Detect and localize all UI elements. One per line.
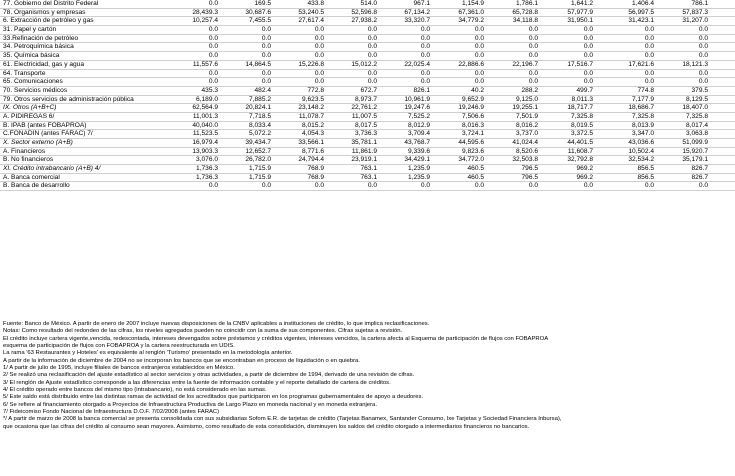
table-cell: 0.0: [261, 43, 271, 51]
table-cell: 3,372.5: [571, 130, 593, 138]
table-cell: 1,154.9: [462, 0, 484, 7]
table-cell: 0.0: [367, 26, 377, 34]
table-cell: 763.1: [360, 165, 377, 173]
row-label: 35. Química básica: [3, 52, 60, 60]
table-cell: 65,728.8: [512, 8, 538, 16]
table-cell: 22,886.6: [458, 60, 484, 68]
table-cell: 0.0: [208, 182, 218, 190]
table-cell: 6,189.0: [196, 95, 218, 103]
table-cell: 0.0: [261, 182, 271, 190]
table-cell: 18,686.7: [628, 104, 654, 112]
table-row: [0, 96, 735, 105]
table-cell: 30,687.6: [245, 8, 271, 16]
table-row: [0, 174, 735, 183]
table-cell: 5,072.2: [249, 130, 271, 138]
table-cell: 17,621.6: [628, 60, 654, 68]
table-cell: 9,339.6: [408, 147, 430, 155]
table-cell: 32,503.8: [512, 156, 538, 164]
table-cell: 43,036.6: [628, 139, 654, 146]
table-cell: 8,012.9: [408, 121, 430, 129]
table-cell: 17,516.7: [567, 60, 593, 68]
table-cell: 7,325.8: [686, 112, 708, 120]
table-cell: 19,255.1: [512, 104, 538, 112]
table-cell: 3,724.1: [462, 130, 484, 138]
table-cell: 53,240.5: [298, 8, 324, 16]
table-cell: 18,717.7: [567, 104, 593, 112]
table-cell: 0.0: [314, 69, 324, 77]
table-cell: 0.0: [583, 78, 593, 86]
row-label: 33.Refinación de petróleo: [3, 34, 79, 42]
table-cell: 10,961.9: [404, 95, 430, 103]
table-cell: 856.5: [637, 165, 654, 173]
table-row: [0, 156, 735, 165]
table-cell: 3,736.3: [355, 130, 377, 138]
table-cell: 23,148.2: [298, 104, 324, 112]
footnote-line: La rama '63 Restaurantes y Hoteles' es equivalente al renglón 'Turismo' presentado en la metodología anterior.: [3, 350, 293, 357]
table-cell: 0.0: [474, 34, 484, 42]
row-label: 61. Electricidad, gas y agua: [3, 60, 85, 68]
table-cell: 0.0: [208, 34, 218, 42]
table-cell: 32,792.8: [567, 156, 593, 164]
table-cell: 826.7: [691, 165, 708, 173]
table-cell: 31,423.1: [628, 17, 654, 25]
table-row: [0, 104, 735, 113]
table-cell: 1,235.9: [408, 173, 430, 181]
table-row: [0, 0, 735, 9]
table-cell: 0.0: [420, 69, 430, 77]
table-cell: 51,099.9: [682, 139, 708, 146]
table-cell: 768.9: [307, 173, 324, 181]
table-cell: 0.0: [528, 69, 538, 77]
table-cell: 11,557.6: [192, 60, 218, 68]
table-row: [0, 35, 735, 44]
table-cell: 0.0: [474, 26, 484, 34]
table-cell: 27,617.4: [298, 17, 324, 25]
table-cell: 1,786.1: [516, 0, 538, 7]
footnote-line: 5/ Este saldo está distribuido entre las distintas ramas de actividad de los acreditados que participaron en los programas gubernamentales de apoyo a deudores.: [3, 394, 424, 401]
table-cell: 16,979.4: [192, 139, 218, 146]
table-cell: 19,246.9: [458, 104, 484, 112]
table-row: [0, 113, 735, 122]
table-cell: 8,016.3: [462, 121, 484, 129]
table-row: [0, 52, 735, 61]
table-cell: 969.2: [576, 173, 593, 181]
table-cell: 763.1: [360, 173, 377, 181]
table-cell: 7,506.6: [462, 112, 484, 120]
row-label: B. No financieros: [3, 156, 54, 164]
row-label: 77. Gobierno del Distrito Federal: [3, 0, 99, 7]
table-cell: 11,608.7: [567, 147, 593, 155]
table-cell: 40,040.0: [192, 121, 218, 129]
table-row: [0, 130, 735, 139]
table-cell: 0.0: [474, 52, 484, 60]
table-cell: 0.0: [528, 52, 538, 60]
table-cell: 0.0: [583, 182, 593, 190]
table-cell: 0.0: [367, 43, 377, 51]
table-cell: 0.0: [420, 52, 430, 60]
table-cell: 8,771.6: [302, 147, 324, 155]
table-cell: 19,247.6: [404, 104, 430, 112]
table-cell: 0.0: [474, 43, 484, 51]
row-label: 70. Servicios médicos: [3, 86, 68, 94]
table-cell: 35,781.1: [351, 139, 377, 146]
table-row: [0, 78, 735, 87]
footnote-line: 7/ Fideicomiso Fondo Nacional de Infraestructura D.O.F. 7/02/2008 (antes FARAC): [3, 409, 220, 416]
table-cell: 0.0: [583, 69, 593, 77]
table-cell: 0.0: [367, 182, 377, 190]
table-cell: 0.0: [367, 52, 377, 60]
table-cell: 0.0: [314, 52, 324, 60]
row-label: A. PIDIREGAS 6/: [3, 112, 55, 120]
row-label: 31. Papel y cartón: [3, 26, 57, 34]
table-cell: 35,179.1: [682, 156, 708, 164]
table-cell: 52,596.8: [351, 8, 377, 16]
table-cell: 7,325.8: [632, 112, 654, 120]
table-cell: 856.5: [637, 173, 654, 181]
table-cell: 0.0: [528, 182, 538, 190]
footnotes: [3, 321, 732, 431]
table-cell: 0.0: [261, 34, 271, 42]
table-row: [0, 17, 735, 26]
table-cell: 1,736.3: [196, 165, 218, 173]
table-cell: 0.0: [698, 78, 708, 86]
table-cell: 67,361.0: [458, 8, 484, 16]
table-cell: 0.0: [474, 182, 484, 190]
table-cell: 7,885.2: [249, 95, 271, 103]
table-cell: 33,320.7: [404, 17, 430, 25]
table-cell: 0.0: [420, 26, 430, 34]
table-cell: 826.7: [691, 173, 708, 181]
table-cell: 0.0: [208, 43, 218, 51]
table-cell: 3,347.0: [632, 130, 654, 138]
footnote-line: A partir de la información de diciembre de 2004 no se incorporan los bancos que se encontraban en proceso de liquidación o en quiebra.: [3, 357, 360, 364]
table-cell: 15,920.7: [682, 147, 708, 155]
footnote-line: 4/ El crédito operado entre bancos del mismo tipo (intrabancario), no está considerado en las sumas.: [3, 387, 267, 394]
table-cell: 11,078.7: [298, 112, 324, 120]
table-cell: 8,973.7: [355, 95, 377, 103]
table-row: [0, 70, 735, 79]
table-cell: 4,054.3: [302, 130, 324, 138]
table-cell: 3,076.0: [196, 156, 218, 164]
table-cell: 44,595.6: [458, 139, 484, 146]
table-row: [0, 139, 735, 148]
table-cell: 1,641.2: [571, 0, 593, 7]
table-cell: 67,134.2: [404, 8, 430, 16]
table-cell: 22,761.2: [351, 104, 377, 112]
table-cell: 169.5: [254, 0, 271, 7]
table-cell: 0.0: [698, 182, 708, 190]
table-cell: 0.0: [261, 52, 271, 60]
table-cell: 0.0: [261, 26, 271, 34]
table-cell: 8,017.5: [355, 121, 377, 129]
table-cell: 11,007.5: [351, 112, 377, 120]
table-row: [0, 9, 735, 18]
table-cell: 18,121.3: [682, 60, 708, 68]
table-cell: 796.5: [521, 173, 538, 181]
table-cell: 768.9: [307, 165, 324, 173]
table-cell: 34,779.2: [458, 17, 484, 25]
table-cell: 514.0: [360, 0, 377, 7]
table-cell: 0.0: [698, 43, 708, 51]
table-cell: 0.0: [644, 182, 654, 190]
table-cell: 39,434.7: [245, 139, 271, 146]
table-cell: 0.0: [420, 34, 430, 42]
table-cell: 20,824.1: [245, 104, 271, 112]
table-cell: 0.0: [420, 182, 430, 190]
row-label: A. Financieros: [3, 147, 46, 155]
table-cell: 0.0: [698, 52, 708, 60]
table-cell: 0.0: [420, 78, 430, 86]
table-cell: 7,455.5: [249, 17, 271, 25]
table-cell: 435.3: [201, 86, 218, 94]
table-cell: 7,718.5: [249, 112, 271, 120]
table-cell: 379.5: [691, 86, 708, 94]
row-label: B. IPAB (antes FOBAPROA): [3, 121, 87, 129]
table-cell: 34,118.8: [512, 17, 538, 25]
table-cell: 0.0: [420, 43, 430, 51]
row-label: 78. Organismos y empresas: [3, 8, 86, 16]
table-cell: 3,737.0: [516, 130, 538, 138]
table-cell: 772.8: [307, 86, 324, 94]
table-cell: 8,033.4: [249, 121, 271, 129]
table-cell: 0.0: [583, 43, 593, 51]
table-row: [0, 122, 735, 131]
table-cell: 8,129.5: [686, 95, 708, 103]
table-cell: 0.0: [644, 34, 654, 42]
table-cell: 57,837.3: [682, 8, 708, 16]
table-cell: 40.2: [471, 86, 484, 94]
table-cell: 0.0: [583, 26, 593, 34]
table-cell: 34,429.1: [404, 156, 430, 164]
table-cell: 26,782.0: [245, 156, 271, 164]
table-cell: 460.5: [467, 165, 484, 173]
table-cell: 8,019.5: [571, 121, 593, 129]
row-label: 79. Otros servicios de administración pública: [3, 95, 134, 103]
table-cell: 0.0: [208, 78, 218, 86]
table-cell: 7,325.8: [571, 112, 593, 120]
footnote-line: 1/ A partir de julio de 1995, incluye filiales de bancos extranjeros establecidos en México.: [3, 365, 235, 372]
table-cell: 796.5: [521, 165, 538, 173]
table-cell: 0.0: [644, 26, 654, 34]
table-cell: 15,012.2: [351, 60, 377, 68]
table-cell: 0.0: [314, 26, 324, 34]
table-cell: 288.2: [521, 86, 538, 94]
table-row: [0, 148, 735, 157]
table-cell: 0.0: [367, 69, 377, 77]
table-cell: 11,001.3: [192, 112, 218, 120]
table-cell: 9,652.9: [462, 95, 484, 103]
row-label: 64. Transporte: [3, 69, 46, 77]
table-row: [0, 26, 735, 35]
row-label: B. Banca de desarrollo: [3, 182, 70, 190]
table-cell: 433.8: [307, 0, 324, 7]
table-cell: 1,715.9: [249, 173, 271, 181]
table-cell: 8,013.9: [632, 121, 654, 129]
table-cell: 18,407.0: [682, 104, 708, 112]
table-cell: 0.0: [528, 26, 538, 34]
table-cell: 969.2: [576, 165, 593, 173]
table-cell: 1,736.3: [196, 173, 218, 181]
table-cell: 23,919.1: [351, 156, 377, 164]
table-cell: 1,406.4: [632, 0, 654, 7]
table-cell: 0.0: [208, 69, 218, 77]
footnote-line: */ A partir de marzo de 2008 la banca comercial se presenta consolidada con sus subsidiarias Sofom E.R. de tarjetas de crédito (Tarjetas Banamex, Santander Consumo, Ixe Tarjetas y Sociedad Financiera Inbursa),: [3, 416, 562, 423]
table-cell: 774.8: [637, 86, 654, 94]
table-row: [0, 43, 735, 52]
table-cell: 10,257.4: [192, 17, 218, 25]
row-label: 65. Comunicaciones: [3, 78, 63, 86]
table-cell: 7,177.9: [632, 95, 654, 103]
table-cell: 15,226.8: [298, 60, 324, 68]
table-cell: 22,025.4: [404, 60, 430, 68]
table-cell: 0.0: [644, 52, 654, 60]
table-cell: 10,502.4: [628, 147, 654, 155]
table-cell: 0.0: [208, 52, 218, 60]
table-cell: 0.0: [474, 78, 484, 86]
table-cell: 0.0: [208, 26, 218, 34]
table-cell: 62,564.9: [192, 104, 218, 112]
footnote-line: Fuente: Banco de México. A partir de enero de 2007 incluye nuevas disposiciones de la CNBV aplicables a instituciones de crédito, lo que implica reclasificaciones.: [3, 321, 430, 327]
footnote-line: 2/ Se realizó una reclasificación del ajuste estadístico al sector servicios y otras actividades, a partir de diciembre de 1994, derivado de una revisión de cifras.: [3, 372, 415, 379]
table-cell: 56,997.5: [628, 8, 654, 16]
table-cell: 43,768.7: [404, 139, 430, 146]
table-row: [0, 87, 735, 96]
table-cell: 0.0: [528, 34, 538, 42]
row-label: IX. Otros (A+B+C): [3, 104, 57, 112]
table-cell: 11,861.9: [351, 147, 377, 155]
table-cell: 0.0: [367, 78, 377, 86]
table-row: [0, 165, 735, 174]
table-cell: 0.0: [644, 43, 654, 51]
table-cell: 8,016.2: [516, 121, 538, 129]
table-cell: 499.7: [576, 86, 593, 94]
table-row: [0, 61, 735, 70]
table-cell: 31,950.1: [567, 17, 593, 25]
row-label: 34. Petroquímica básica: [3, 43, 74, 51]
footnote-line: 3/ El renglón de Ajuste estadístico corresponde a las diferencias entre la fuente de información contable y el reporte detallado de cartera de créditos.: [3, 379, 391, 386]
table-cell: 0.0: [261, 78, 271, 86]
table-cell: 7,501.9: [516, 112, 538, 120]
table-cell: 9,823.6: [462, 147, 484, 155]
table-cell: 27,938.2: [351, 17, 377, 25]
table-cell: 9,623.5: [302, 95, 324, 103]
table-cell: 482.4: [254, 86, 271, 94]
table-cell: 31,207.0: [682, 17, 708, 25]
table-cell: 0.0: [314, 43, 324, 51]
table-cell: 0.0: [698, 34, 708, 42]
row-label: A. Banca comercial: [3, 173, 60, 181]
table-cell: 1,235.9: [408, 165, 430, 173]
footnote-line: Notas: Como resultado del redondeo de las cifras, los niveles agregados pueden no coincidir con la suma de sus componentes. Cifras sujetas a revisión.: [3, 328, 403, 335]
footnote-line: El crédito incluye cartera vigente,vencida, redescontada, intereses devengados sobre préstamos y créditos vigentes, intereses vencidos, la cartera afecta al Esquema de participación de flujos con FOBAPROA: [3, 335, 549, 342]
table-cell: 34,772.0: [458, 156, 484, 164]
row-label: X. Sector externo (A+B): [3, 139, 73, 146]
table-cell: 8,017.4: [686, 121, 708, 129]
table-cell: 0.0: [367, 34, 377, 42]
table-cell: 0.0: [474, 69, 484, 77]
table-cell: 57,977.9: [567, 8, 593, 16]
table-cell: 3,063.8: [686, 130, 708, 138]
table-cell: 0.0: [644, 69, 654, 77]
row-label: 6. Extracción de petróleo y gas: [3, 17, 94, 25]
footnote-line: que ocasiona que las cifras del crédito al consumo sean mayores. Asimismo, como resultado de esta consolidación, disminuyen los saldos del crédito otorgado a intermediarios financieros no bancarios.: [3, 423, 530, 430]
table-cell: 9,125.0: [516, 95, 538, 103]
table-cell: 826.1: [413, 86, 430, 94]
table-cell: 33,566.1: [298, 139, 324, 146]
table-cell: 0.0: [314, 34, 324, 42]
table-row: [0, 182, 735, 191]
table-cell: 14,864.5: [245, 60, 271, 68]
table-cell: 1,715.9: [249, 165, 271, 173]
table-cell: 44,401.5: [567, 139, 593, 146]
table-cell: 0.0: [698, 26, 708, 34]
table-cell: 0.0: [528, 78, 538, 86]
table-cell: 0.0: [698, 69, 708, 77]
table-cell: 0.0: [583, 52, 593, 60]
table-cell: 41,024.4: [512, 139, 538, 146]
table-cell: 12,652.7: [245, 147, 271, 155]
table-cell: 786.1: [691, 0, 708, 7]
footnote-line: 6/ Se refiere al financiamiento otorgado a Proyectos de Infraestructura Productiva de Largo Plazo en moneda nacional y en moneda extranjera.: [3, 401, 377, 408]
table-cell: 7,525.2: [408, 112, 430, 120]
table-cell: 28,439.3: [192, 8, 218, 16]
table-cell: 3,709.4: [408, 130, 430, 138]
table-cell: 0.0: [314, 78, 324, 86]
table-cell: 672.7: [360, 86, 377, 94]
footnote-line: esquema de participación de flujos con FOBAPROA y la cartera reestructurada en UDIS.: [3, 343, 235, 350]
row-label: C.FONADIN (antes FARAC) 7/: [3, 130, 93, 138]
table-cell: 0.0: [528, 43, 538, 51]
table-cell: 11,523.5: [192, 130, 218, 138]
table-cell: 8,015.2: [302, 121, 324, 129]
table-cell: 13,903.3: [192, 147, 218, 155]
row-label: XI. Crédito intrabancario (A+B) 4/: [3, 165, 101, 173]
table-cell: 0.0: [583, 34, 593, 42]
data-table: [0, 0, 735, 191]
table-cell: 32,534.2: [628, 156, 654, 164]
table-cell: 8,520.6: [516, 147, 538, 155]
table-cell: 0.0: [644, 78, 654, 86]
table-cell: 0.0: [261, 69, 271, 77]
table-cell: 24,794.4: [298, 156, 324, 164]
table-cell: 460.5: [467, 173, 484, 181]
table-cell: 22,196.7: [512, 60, 538, 68]
table-cell: 967.1: [413, 0, 430, 7]
table-cell: 8,011.3: [571, 95, 593, 103]
table-cell: 0.0: [208, 0, 218, 7]
table-cell: 0.0: [314, 182, 324, 190]
